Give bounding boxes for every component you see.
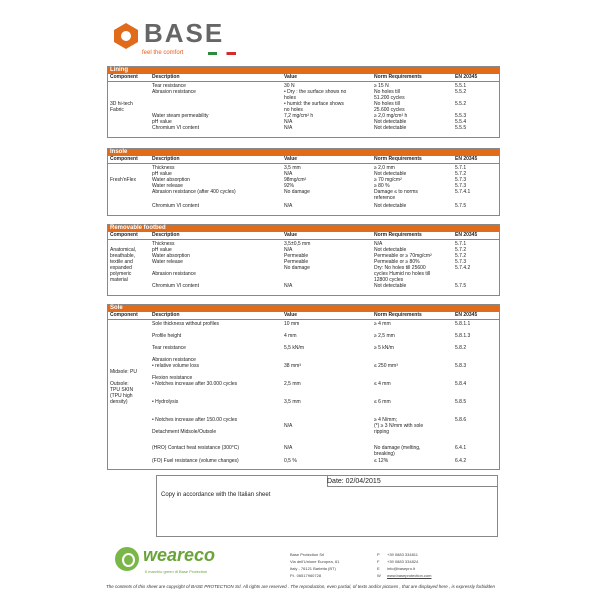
table-cell: material	[110, 277, 128, 283]
table-cell: Not detectable	[374, 171, 407, 177]
weareco-logo	[115, 545, 235, 579]
section-lining	[107, 66, 500, 138]
table-cell: 5.7.5	[455, 203, 467, 209]
address-line: Italy - 76121 Barletta (BT)	[290, 566, 336, 571]
table-cell: Water release	[152, 259, 183, 265]
table-cell: N/A	[284, 125, 293, 131]
table-header	[108, 232, 499, 240]
table-cell: Fabric	[110, 107, 124, 113]
table-cell: Water release	[152, 183, 183, 189]
table-cell: 5.8.5	[455, 399, 467, 405]
table-cell: 5.7.4.1	[455, 189, 471, 195]
date-box	[156, 475, 498, 537]
email-link[interactable]: info@basepro.it	[387, 566, 416, 571]
table-cell: 5.7.2	[455, 253, 467, 259]
table-cell: 3,5 mm	[284, 165, 301, 171]
table-cell: Not detectable	[374, 283, 407, 289]
column-header: Value	[284, 232, 298, 238]
table-cell: 5.7.3	[455, 177, 467, 183]
table-cell: Dry: No holes till 25600	[374, 265, 426, 271]
table-cell: No holes till	[374, 101, 400, 107]
weareco-brand: weareco	[143, 545, 216, 565]
table-cell: 5.7.5	[455, 283, 467, 289]
table-cell: • Notches increase after 30.000 cycles	[152, 381, 238, 387]
table-cell: Permeable	[284, 253, 309, 259]
table-cell: • relative volume loss	[152, 363, 200, 369]
table-cell: Not detectable	[374, 125, 407, 131]
table-cell: 98mg/cm²	[284, 177, 307, 183]
section-title: Insole	[108, 149, 499, 156]
fax: +39 0883 334824	[387, 559, 419, 564]
table-cell: 5.8.1.3	[455, 333, 471, 339]
table-cell: 12800 cycles	[374, 277, 404, 283]
column-header: Description	[152, 74, 180, 80]
table-cell: ≥ 4 mm	[374, 321, 391, 327]
table-cell: 5.7.4.2	[455, 265, 471, 271]
table-cell: 5.7.3	[455, 183, 467, 189]
table-cell: TPU SKIN	[110, 387, 134, 393]
table-cell: Tear resistance	[152, 345, 186, 351]
address-line: Via dell'Unione Europea, 61	[290, 559, 340, 564]
table-cell: 30 N	[284, 83, 295, 89]
table-cell: N/A	[284, 171, 293, 177]
table-cell: Flexion resistance	[152, 375, 193, 381]
table-cell: holes	[284, 95, 296, 101]
table-cell: no holes	[284, 107, 303, 113]
table-cell: Not detectable	[374, 119, 407, 125]
table-cell: 5.8.3	[455, 363, 467, 369]
table-cell: 5.5.5	[455, 125, 467, 131]
table-cell: ripping	[374, 429, 390, 435]
table-cell: Permeable or ≥ 70mg/cm²	[374, 253, 432, 259]
table-cell: • Notches increase after 150.00 cycles	[152, 417, 238, 423]
table-cell: breathable,	[110, 253, 136, 259]
table-cell: N/A	[284, 283, 293, 289]
table-cell: ≥ 2,5 mm	[374, 333, 395, 339]
table-cell: N/A	[284, 445, 293, 451]
table-cell: pH value	[152, 247, 172, 253]
table-cell: 3D hi-tech	[110, 101, 133, 107]
column-header: Component	[110, 312, 138, 318]
table-cell: 6.4.1	[455, 445, 467, 451]
column-header: Norm Requirements	[374, 232, 422, 238]
table-cell: ≥ 2,0 mm	[374, 165, 395, 171]
table-cell: 6.4.2	[455, 458, 467, 464]
table-cell: 10 mm	[284, 321, 300, 327]
table-cell: 3,5±0,5 mm	[284, 241, 311, 247]
table-cell: N/A	[284, 119, 293, 125]
table-cell: Permeable	[284, 259, 309, 265]
table-cell: 2,5 mm	[284, 381, 301, 387]
base-logo	[112, 20, 252, 54]
column-header: EN 20345	[455, 74, 478, 80]
table-cell: Outsole:	[110, 381, 129, 387]
weareco-subtitle: Il marchio green di Base Protection	[145, 569, 208, 574]
table-cell: 5.5.2	[455, 101, 467, 107]
table-cell: • Dry : the surface shows no	[284, 89, 347, 95]
table-cell: 5.8.2	[455, 345, 467, 351]
table-cell: pH value	[152, 171, 172, 177]
table-cell: 5,5 kN/m	[284, 345, 305, 351]
table-cell: Detachment Midsole/Outsole	[152, 429, 217, 435]
phone: +39 0883 334811	[387, 552, 418, 557]
table-cell: 0,5 %	[284, 458, 297, 464]
table-cell: Water absorption	[152, 253, 190, 259]
italian-flag-stripe	[208, 52, 236, 55]
table-cell: 5.8.4	[455, 381, 467, 387]
table-cell: Abrasion resistance (after 400 cycles)	[152, 189, 236, 195]
table-cell: N/A	[284, 423, 293, 429]
table-cell: 5.7.2	[455, 171, 467, 177]
table-cell: pH value	[152, 119, 172, 125]
table-cell: (TPU high	[110, 393, 133, 399]
website-link[interactable]: www.baseprotection.com	[387, 573, 432, 578]
hexagon-logo-icon	[112, 22, 140, 50]
table-cell: N/A	[374, 241, 383, 247]
column-header: EN 20345	[455, 232, 478, 238]
brand-name: BASE	[144, 18, 225, 48]
table-cell: No damage	[284, 265, 310, 271]
column-header: Value	[284, 156, 298, 162]
column-header: Component	[110, 156, 138, 162]
table-cell: Abrasion resistance	[152, 89, 196, 95]
table-cell: Midsole: PU	[110, 369, 137, 375]
column-header: Component	[110, 232, 138, 238]
table-cell: density)	[110, 399, 128, 405]
table-cell: • Hydrolysis	[152, 399, 179, 405]
table-cell: 5.5.3	[455, 113, 467, 119]
table-cell: 7,2 mg/cm² h	[284, 113, 314, 119]
table-cell: 5.5.4	[455, 119, 467, 125]
table-cell: Water steam permeability	[152, 113, 209, 119]
table-cell: reference	[374, 195, 396, 201]
table-header	[108, 74, 499, 82]
table-cell: (*) ≥ 3 N/mm with sole	[374, 423, 424, 429]
address-line: P.I. 06517960728	[290, 573, 322, 578]
table-cell: 38 mm³	[284, 363, 301, 369]
column-header: EN 20345	[455, 312, 478, 318]
table-cell: Tear resistance	[152, 83, 186, 89]
section-title: Lining	[108, 67, 499, 74]
table-cell: 5.7.2	[455, 247, 467, 253]
table-cell: ≥ 15 N	[374, 83, 389, 89]
address-line: Base Protection Srl	[290, 552, 325, 557]
table-cell: Profile height	[152, 333, 182, 339]
table-cell: ≤ 4 mm	[374, 381, 391, 387]
table-cell: 5.5.1	[455, 83, 467, 89]
column-header: Description	[152, 312, 180, 318]
table-cell: Permeable or ≥ 80%	[374, 259, 420, 265]
column-header: Component	[110, 74, 138, 80]
company-contacts: P +39 0883 334811 F +39 0883 334824 E info@basepro.it W www.baseprotection.com	[377, 552, 432, 578]
copyright-disclaimer: The contents of this sheet are copyright of BASE PROTECTION Srl. All rights are reserved . The reproduction, even partial, of texts and/or pictures , that are displayed here , is expressly forbidden	[106, 584, 496, 589]
table-cell: Thickness	[152, 165, 175, 171]
leaf-badge-icon	[115, 547, 139, 571]
table-cell: 25.600 cycles	[374, 107, 405, 113]
table-cell: 92%	[284, 183, 295, 189]
table-cell: Not detectable	[374, 203, 407, 209]
table-cell: Abrasion resistance	[152, 357, 196, 363]
table-cell: ≥ 80 %	[374, 183, 390, 189]
section-removable-footbed	[107, 224, 500, 296]
table-cell: (FO) Fuel resistance (volume changes)	[152, 458, 239, 464]
table-cell: 5.7.3	[455, 259, 467, 265]
table-cell: Abrasion resistance	[152, 271, 196, 277]
column-header: Norm Requirements	[374, 74, 422, 80]
table-cell: N/A	[284, 247, 293, 253]
table-cell: 5.8.1.1	[455, 321, 471, 327]
copy-note: Copy in accordance with the Italian sheet	[161, 492, 271, 498]
table-cell: ≥ 2,0 mg/cm² h	[374, 113, 408, 119]
table-cell: 5.7.1	[455, 165, 467, 171]
table-cell: 5.7.1	[455, 241, 467, 247]
table-cell: Chromium VI content	[152, 125, 199, 131]
table-cell: • humid: the surface shows	[284, 101, 344, 107]
table-cell: Chromium VI content	[152, 283, 199, 289]
table-cell: expanded	[110, 265, 132, 271]
table-header	[108, 312, 499, 320]
table-cell: ≤ 250 mm³	[374, 363, 398, 369]
table-cell: ≥ 5 kN/m	[374, 345, 394, 351]
column-header: Description	[152, 156, 180, 162]
section-title: Removable footbed	[108, 225, 499, 232]
table-cell: polymeric	[110, 271, 132, 277]
table-cell: breaking)	[374, 451, 395, 457]
table-cell: No damage	[284, 189, 310, 195]
table-cell: ≤ 12%	[374, 458, 389, 464]
table-cell: 5.8.6	[455, 417, 467, 423]
table-cell: Thickness	[152, 241, 175, 247]
table-cell: Chromium VI content	[152, 203, 199, 209]
table-cell: ≤ 6 mm	[374, 399, 391, 405]
column-header: EN 20345	[455, 156, 478, 162]
company-address	[290, 551, 339, 579]
table-cell: 5.5.2	[455, 89, 467, 95]
table-cell: cycles Humid no holes till	[374, 271, 431, 277]
table-cell: 3,5 mm	[284, 399, 301, 405]
table-cell: 51.200 cycles	[374, 95, 405, 101]
column-header: Description	[152, 232, 180, 238]
table-cell: Fresh'nFlex	[110, 177, 136, 183]
column-header: Norm Requirements	[374, 312, 422, 318]
date-label: Date: 02/04/2015	[327, 478, 381, 485]
table-cell: textile and	[110, 259, 133, 265]
table-cell: Water absorption	[152, 177, 190, 183]
table-cell: ≥ 4 N/mm;	[374, 417, 398, 423]
table-cell: No holes till	[374, 89, 400, 95]
column-header: Value	[284, 74, 298, 80]
table-cell: No damage (melting,	[374, 445, 421, 451]
section-insole	[107, 148, 500, 216]
column-header: Norm Requirements	[374, 156, 422, 162]
table-cell: Anatomical,	[110, 247, 137, 253]
section-sole	[107, 304, 500, 470]
table-cell: Damage ≤ to norms	[374, 189, 418, 195]
table-cell: Sole thickness without profiles	[152, 321, 219, 327]
table-cell: Not detectable	[374, 247, 407, 253]
column-header: Value	[284, 312, 298, 318]
table-cell: (HRO) Contact heat resistance (300°C)	[152, 445, 240, 451]
table-header	[108, 156, 499, 164]
section-title: Sole	[108, 305, 499, 312]
table-cell: N/A	[284, 203, 293, 209]
table-cell: ≥ 70 mg/cm²	[374, 177, 402, 183]
brand-tagline: feel the comfort	[142, 50, 184, 56]
table-cell: 4 mm	[284, 333, 297, 339]
